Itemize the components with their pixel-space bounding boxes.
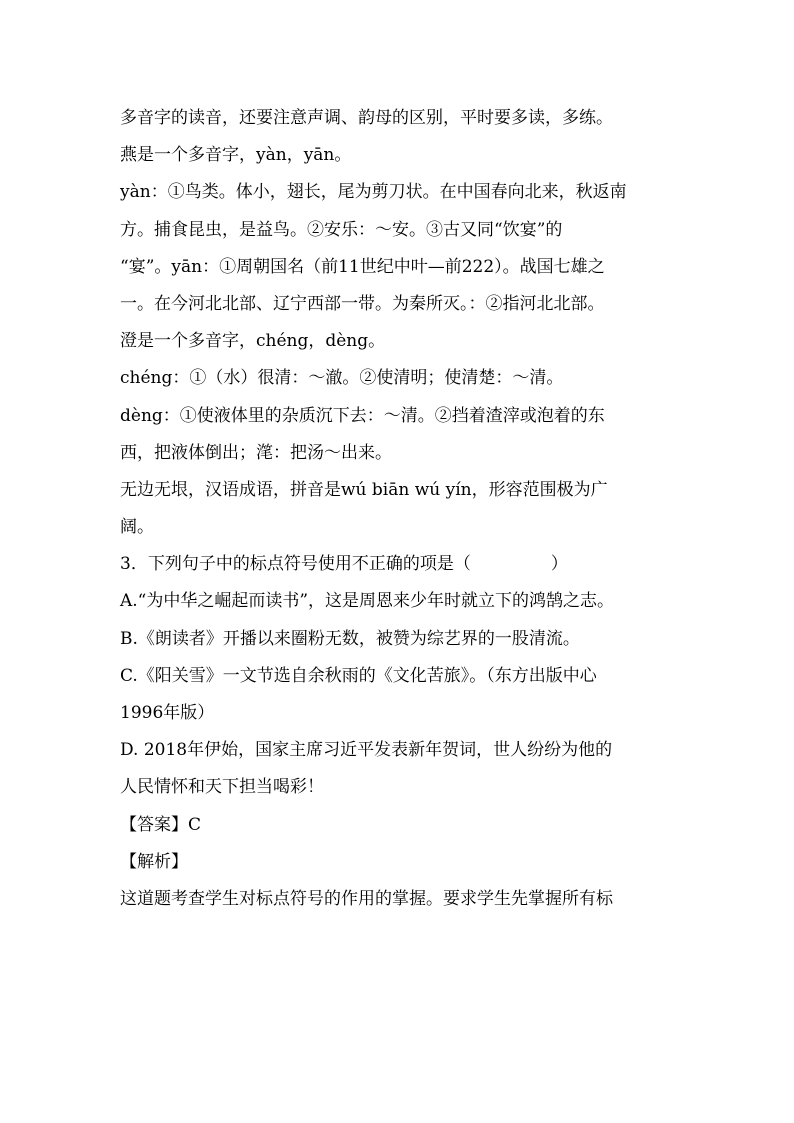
text-line: 无边无垠，汉语成语，拼音是wú biān wú yín，形容范围极为广 [120, 479, 608, 500]
option-c: C.《阳关雪》一文节选自余秋雨的《文化苦旅》。（东方出版中心 [120, 665, 597, 686]
option-d-continued: 人民情怀和天下担当喝彩！ [120, 777, 324, 798]
text-line: yàn：①鸟类。体小，翅长，尾为剪刀状。在中国春向北来，秋返南 [120, 182, 627, 203]
text-line: dèng：①使液体里的杂质沉下去：～清。②挡着渣滓或泡着的东 [120, 405, 605, 426]
text-line: 多音字的读音，还要注意声调、韵母的区别，平时要多读，多练。 [120, 108, 613, 128]
question-stem-end: ） [550, 554, 568, 575]
question-stem-start: 3．下列句子中的标点符号使用不正确的项是（ [120, 554, 471, 575]
document-body [120, 100, 680, 918]
analysis-text: 这道题考查学生对标点符号的作用的掌握。要求学生先掌握所有标 [120, 888, 613, 909]
text-line: 西，把液体倒出；滗：把汤～出来。 [120, 442, 392, 463]
option-c-continued: 1996年版） [120, 703, 215, 723]
question-stem [120, 546, 680, 583]
text-line: 燕是一个多音字，yàn，yān。 [120, 145, 352, 166]
text-line: chéng：①（水）很清：～澈。②使清明；使清楚：～清。 [120, 368, 564, 389]
option-d: D. 2018年伊始，国家主席习近平发表新年贺词，世人纷纷为他的 [120, 740, 613, 761]
option-b: B.《朗读者》开播以来圈粉无数，被赞为综艺界的一股清流。 [120, 628, 580, 649]
text-line: 阔。 [120, 517, 154, 538]
option-a: A.“为中华之崛起而读书”，这是周恩来少年时就立下的鸿鹄之志。 [120, 591, 615, 612]
answer-line: 【答案】C [120, 814, 202, 835]
text-line: 方。捕食昆虫，是益鸟。②安乐：～安。③古又同“饮宴”的 [120, 219, 563, 240]
text-line: 一。在今河北北部、辽宁西部一带。为秦所灭。：②指河北北部。 [120, 293, 605, 314]
text-line: “宴”。yān：①周朝国名（前11世纪中叶—前222）。战国七雄之 [120, 256, 605, 277]
text-line: 澄是一个多音字，chéng，dèng。 [120, 331, 386, 352]
analysis-label: 【解析】 [120, 851, 188, 872]
